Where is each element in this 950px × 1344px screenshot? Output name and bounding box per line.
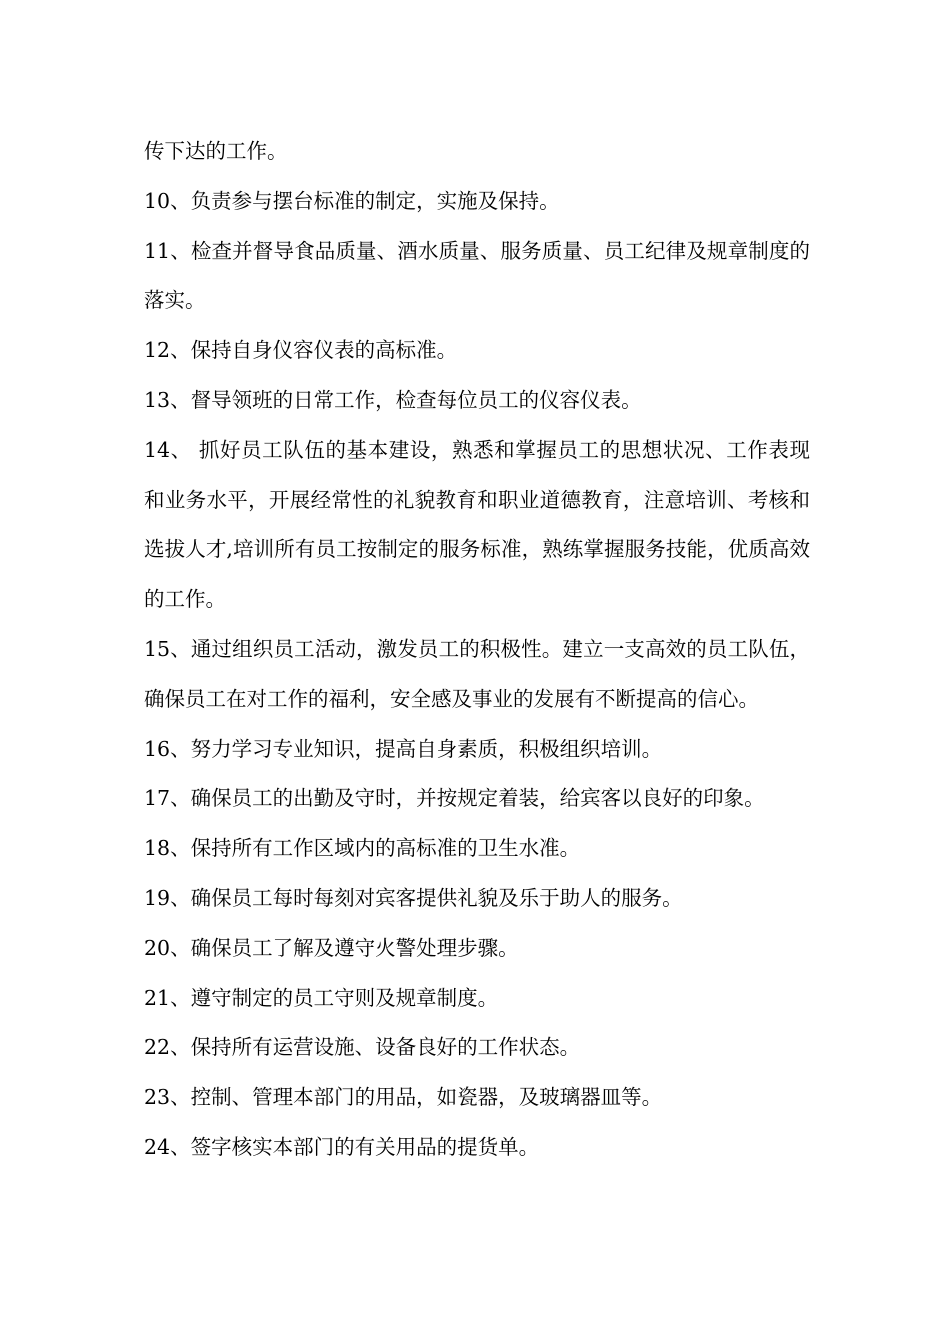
paragraph: 15、通过组织员工活动，激发员工的积极性。建立一支高效的员工队伍，确保员工在对工作的福利，安全感及事业的发展有不断提高的信心。 — [144, 636, 810, 711]
paragraph: 24、签字核实本部门的有关用品的提货单。 — [144, 1134, 540, 1159]
paragraph: 23、控制、管理本部门的用品，如瓷器，及玻璃器皿等。 — [144, 1085, 663, 1110]
paragraph: 21、遵守制定的员工守则及规章制度。 — [144, 985, 499, 1010]
paragraph: 19、确保员工每时每刻对宾客提供礼貌及乐于助人的服务。 — [144, 885, 683, 910]
paragraph: 传下达的工作。 — [144, 139, 288, 163]
paragraph: 10、负责参与摆台标准的制定，实施及保持。 — [144, 188, 560, 213]
paragraph: 20、确保员工了解及遵守火警处理步骤。 — [144, 935, 519, 960]
paragraph: 12、保持自身仪容仪表的高标准。 — [144, 338, 458, 363]
paragraph: 16、努力学习专业知识，提高自身素质，积极组织培训。 — [144, 736, 663, 761]
paragraph: 22、保持所有运营设施、设备良好的工作状态。 — [144, 1035, 581, 1060]
paragraph: 13、督导领班的日常工作，检查每位员工的仪容仪表。 — [144, 387, 642, 412]
paragraph: 11、检查并督导食品质量、酒水质量、服务质量、员工纪律及规章制度的落实。 — [144, 238, 810, 313]
paragraph: 17、确保员工的出勤及守时，并按规定着装，给宾客以良好的印象。 — [144, 786, 765, 811]
document-body — [144, 127, 810, 1173]
paragraph: 14、 抓好员工队伍的基本建设，熟悉和掌握员工的思想状况、工作表现和业务水平，开展经常性的礼貌教育和职业道德教育，注意培训、考核和选拔人才,培训所有员工按制定的服务标准，熟练掌握服务技能，优质高效的工作。 — [144, 437, 810, 612]
paragraph: 18、保持所有工作区域内的高标准的卫生水准。 — [144, 836, 581, 861]
